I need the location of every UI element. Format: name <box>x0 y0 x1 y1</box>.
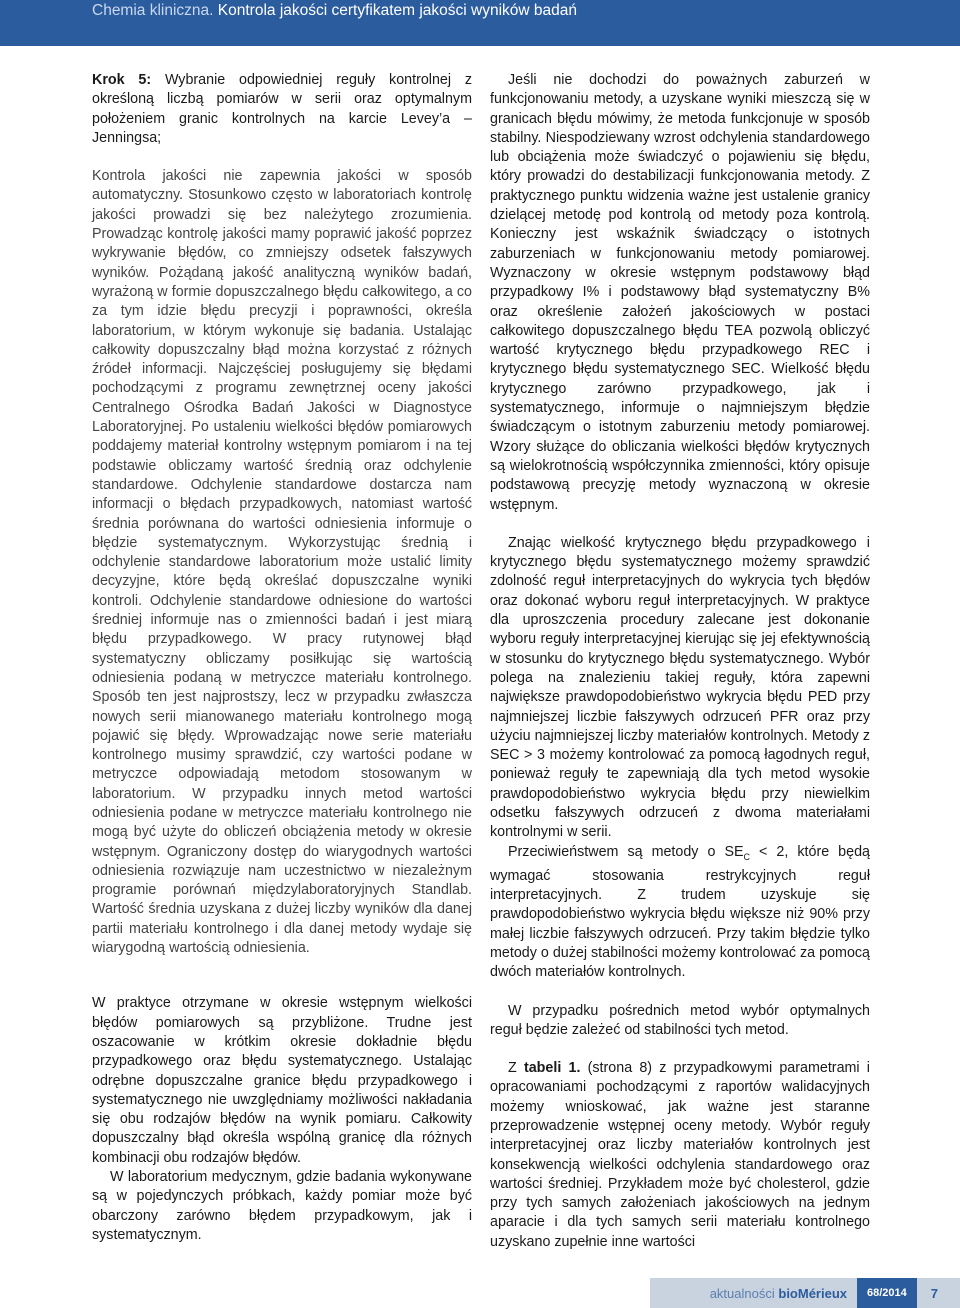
right-paragraph-3-rest: < 2, które będą wymagać stosowania restrykcyjnych reguł interpretacyjnych. Z trudem uzyskuje się prawdopodobieństwo wykrycia błędu większe niż 90% przy małej liczbie fałszywych odrzuceń. Przy takim błędzie tylko metody o dużej stabilności możemy kontrolować za pomocą dwóch materiałów kontrolnych. <box>490 843 870 981</box>
step-5-text: Wybranie odpowiedniej reguły kontrolnej z określoną liczbą pomiarów w serii oraz optymalnym położeniem granic kontrolnych na karcie Levey’a – Jenningsa; <box>92 72 472 146</box>
brand-name: bioMérieux <box>778 1285 847 1301</box>
table-reference: tabeli 1. <box>523 1060 581 1077</box>
sec-subscript: C <box>743 851 751 862</box>
step-5-label: Krok 5: <box>92 72 152 88</box>
header-lead: Chemia kliniczna. <box>92 2 214 19</box>
step-5-paragraph <box>92 71 472 148</box>
left-paragraph-4: W laboratorium medycznym, gdzie badania wykonywane są w pojedynczych próbkach, każdy pomiar może być obarczony zarówno błędem przypadkowym, jak i systematycznym. <box>92 1169 472 1243</box>
page-footer <box>650 1278 960 1308</box>
left-paragraph-2: Kontrola jakości nie zapewnia jakości w sposób automatyczny. Stosunkowo często w laboratoriach kontrolę jakości prowadzi się bez należytego zrozumienia. Prowadząc kontrolę jakości mamy poprawić jakość poprzez wykrywanie błędów, co zmniejszy odsetek fałszywych wyników. Pożądaną jakość analityczną wyników badań, wyrażoną w formie dopuszczalnego błędu całkowitego, a co za tym idzie błędu precyzji i poprawności, określa laboratorium, w którym wykonuje się badania. Ustalając całkowity dopuszczalny błąd można korzystać z różnych źródeł informacji. Najczęściej posługujemy się błędami pochodzącymi z programu zewnętrznej oceny jakości Centralnego Ośrodka Badań Jakości w Diagnostyce Laboratoryjnej. Po ustaleniu wielkości błędów pomiarowych poddajemy materiał kontrolny wstępnym pomiarom i na tej podstawie obliczamy wartość średnią oraz odchylenie standardowe. Odchylenie standardowe dostarcza nam informacji o błędach przypadkowych, natomiast wartość średnia porównana do wartości odniesienia informuje o błędzie systematycznym. Wykorzystując średnią i odchylenie standardowe laboratorium może ustalić limity decyzyjne, które będą określać dopuszczalne wyniki kontroli. Odchylenie standardowe odniesione do wartości średniej informuje nas o zmienności badań i jest miarą błędu przypadkowego. W pracy rutynowej błąd systematyczny obliczamy posiłkując się wartością odniesienia podaną w metryczce materiału kontrolnego. Sposób ten jest najprostszy, lecz w przypadku zwłaszcza nowych serii mianowanego materiału kontrolnego mogą pojawić się błędy. Wprowadzając nowe serie materiału kontrolnego musimy sprawdzić, czy wartości podane w metryczce odpowiadają metodom stosowanym w laboratorium. W przypadku innych metod wartości odniesienia podane w metryczce materiału kontrolnego nie mogą być użyte do obliczeń obciążenia metody w okresie wstępnym. Ograniczony dostęp do wiarygodnych wartości odniesienia rozwiązuje nam uczestnictwo w niezależnym programie porównań międzylaboratoryjnych Standlab. Wartość średnia uzyskana z dużej liczby wyników dla danej partii materiału kontrolnego i dla danej metody wydaje się wiarygodną wartością odniesienia. <box>92 168 472 957</box>
header-main-title: Kontrola jakości certyfikatem jakości wyników badań <box>217 2 578 19</box>
page-header <box>0 0 960 46</box>
left-paragraph-3: W praktyce otrzymane w okresie wstępnym wielkości błędów pomiarowych są przybliżone. Trudne jest oszacowanie w krótkim okresie dokładnie błędu przypadkowego oraz błędu systematycznego. Ustalając odrębne dopuszczalne granice błędu przypadkowego i systematycznego nie uwzględniamy możliwości nakładania się obu rodzajów błędów na wynik pomiaru. Całkowity dopuszczalny błąd określa wspólną granicę dla różnych kombinacji obu rodzajów błędów. <box>92 995 472 1166</box>
right-paragraph-3 <box>490 843 870 983</box>
right-paragraph-5-rest: (strona 8) z przypadkowymi parametrami i opracowaniami pochodzącymi z raportów walidacyjnych możemy wnioskować, jak ważne jest staranne przeprowadzenie wstępnej oceny metody. Wybór reguły interpretacyjnej oraz liczby materiałów kontrolnych jest konsekwencją wielkości odchylenia standardowego oraz wartości średniej. Przykładem może być cholesterol, gdzie przy tych samych założeniach jakościowych na jednym aparacie i dla tych samych serii materiału kontrolnego uzyskano zupełnie inne wartości <box>490 1060 870 1250</box>
right-paragraph-4: W przypadku pośrednich metod wybór optymalnych reguł będzie zależeć od stabilności tych metod. <box>490 1002 870 1038</box>
left-column <box>92 71 472 1245</box>
brand-logo <box>710 1286 857 1301</box>
right-paragraph-5-start: Z <box>508 1060 524 1077</box>
issue-number: 68/2014 <box>857 1278 917 1308</box>
right-paragraph-3-start: Przeciwieństwem są metody o SE <box>508 843 744 860</box>
right-paragraph-5 <box>490 1059 870 1252</box>
right-column <box>490 71 870 1252</box>
right-paragraph-1: Jeśli nie dochodzi do poważnych zaburzeń w funkcjonowaniu metody, a uzyskane wyniki mieszczą się w granicach błędu mówimy, że metoda funkcjonuje w sposób stabilny. Niespodziewany wzrost odchylenia standardowego lub obciążenia może świadczyć o pojawieniu się błędu, który prowadzi do destabilizacji funkcjonowania metody. Z praktycznego punktu widzenia ważne jest ustalenie granicy dzielącej metodę pod kontrolą od metody poza kontrolą. Konieczny jest wskaźnik świadczący o istotnych zaburzeniach w funkcjonowaniu metody pomiarowej. Wyznaczony w okresie wstępnym podstawowy błąd przypadkowy I% i podstawowy błąd systematyczny B% oraz określenie założeń jakościowych w postaci całkowitego dopuszczalnego błędu TEA pozwolą obliczyć wartość krytycznego błędu przypadkowego REC i krytycznego błędu systematycznego SEC. Wielkość błędu krytycznego zarówno przypadkowego, jak i systematycznego, informuje o najmniejszym błędzie świadczącym o istotnym zaburzeniu metody pomiarowej. Wzory służące do obliczania wielkości błędów krytycznych są wielokrotnością współczynnika zmienności, który opisuje podstawową precyzję metody wyznaczoną w okresie wstępnym. <box>490 72 870 513</box>
right-paragraph-2: Znając wielkość krytycznego błędu przypadkowego i krytycznego błędu systematycznego możemy sprawdzić zdolność reguł interpretacyjnych do wykrycia tych błędów oraz dokonać wyboru reguł interpretacyjnych. W praktyce dla uproszczenia procedury zalecane jest dokonanie wyboru reguły interpretacyjnej kierując się jej efektywnością w stosunku do krytycznego błędu systematycznego. Wybór polega na znalezieniu takiej reguły, która zapewni największe prawdopodobieństwo wykrycia błędu PED przy najmniejszej liczbie fałszywych odrzuceń PFR oraz przy użyciu najmniejszej liczby materiałów kontrolnych. Metody z SEC > 3 możemy kontrolować za pomocą łagodnych reguł, ponieważ reguły te zapewniają dla tych metod wysokie prawdopodobieństwo wykrycia błędu przy niewielkim odsetku fałszywych odrzuceń z dwoma materiałami kontrolnymi w serii. <box>490 534 870 841</box>
brand-prefix: aktualności <box>709 1285 775 1301</box>
page-number: 7 <box>930 1285 938 1301</box>
header-title <box>92 0 577 22</box>
